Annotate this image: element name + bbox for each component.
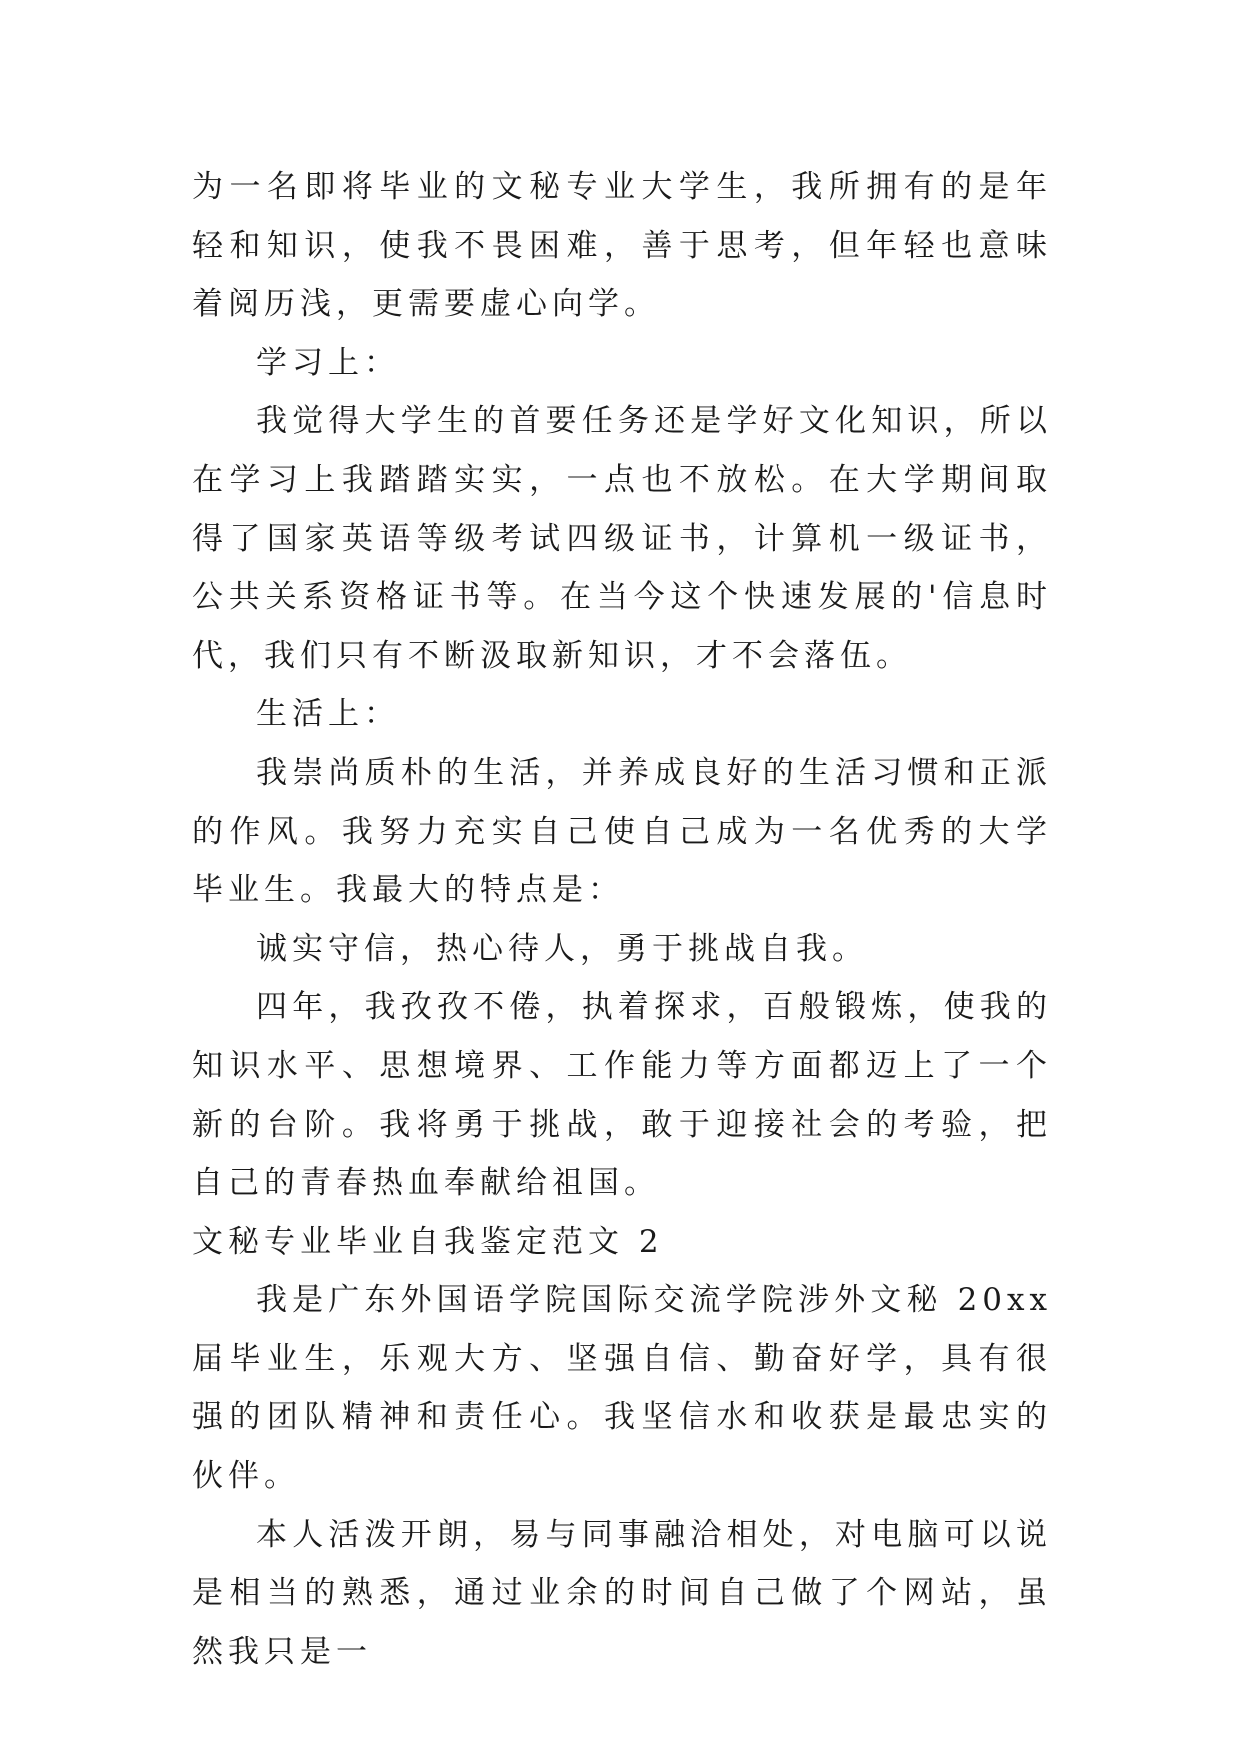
body-paragraph: 我觉得大学生的首要任务还是学好文化知识，所以在学习上我踏踏实实，一点也不放松。在大学期间取得了国家英语等级考试四级证书，计算机一级证书，公共关系资格证书等。在当今这个快速发展的'信息时代，我们只有不断汲取新知识，才不会落伍。 [192, 403, 1052, 674]
section-heading: 文秘专业毕业自我鉴定范文 2 [192, 1223, 664, 1260]
body-paragraph: 四年，我孜孜不倦，执着探求，百般锻炼，使我的知识水平、思想境界、工作能力等方面都迈上了一个新的台阶。我将勇于挑战，敢于迎接社会的考验，把自己的青春热血奉献给祖国。 [192, 989, 1052, 1202]
document-body [192, 158, 1052, 1681]
body-paragraph: 本人活泼开朗，易与同事融洽相处，对电脑可以说是相当的熟悉，通过业余的时间自己做了个网站，虽然我只是一 [192, 1516, 1052, 1670]
body-paragraph: 我崇尚质朴的生活，并养成良好的生活习惯和正派的作风。我努力充实自己使自己成为一名优秀的大学毕业生。我最大的特点是： [192, 754, 1052, 909]
section-label-life: 生活上： [256, 696, 400, 733]
body-paragraph: 诚实守信，热心待人，勇于挑战自我。 [256, 930, 868, 967]
body-paragraph: 为一名即将毕业的文秘专业大学生，我所拥有的是年轻和知识，使我不畏困难，善于思考，但年轻也意味着阅历浅，更需要虚心向学。 [192, 169, 1052, 323]
section-label-study: 学习上： [256, 344, 400, 381]
body-paragraph: 我是广东外国语学院国际交流学院涉外文秘 20xx 届毕业生，乐观大方、坚强自信、勤奋好学，具有很强的团队精神和责任心。我坚信水和收获是最忠实的伙伴。 [192, 1282, 1052, 1495]
